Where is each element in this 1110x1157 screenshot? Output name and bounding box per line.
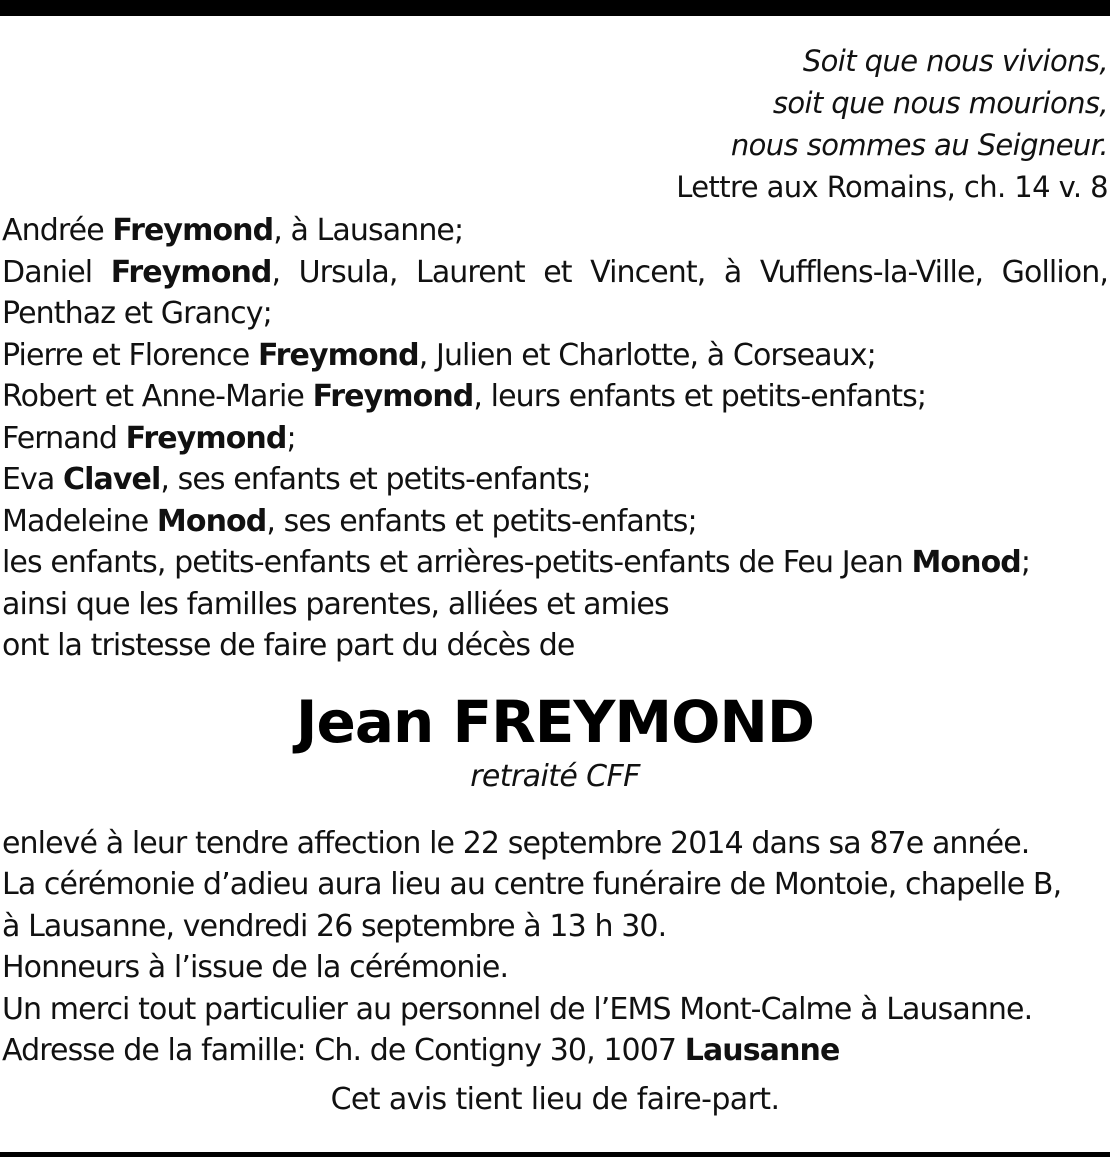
mourner-line: ainsi que les familles parentes, alliées et amies xyxy=(2,586,669,622)
closing-note: Cet avis tient lieu de faire-part. xyxy=(330,1081,780,1117)
obituary-notice xyxy=(2,40,1108,1120)
family-address-line: Adresse de la famille: Ch. de Contigny 30, 1007 Lausanne xyxy=(2,1033,840,1068)
mourner-line: les enfants, petits-enfants et arrières-petits-enfants de Feu Jean Monod; xyxy=(2,545,1031,580)
mourner-line: Eva Clavel, ses enfants et petits-enfants; xyxy=(2,462,591,497)
mourners-list xyxy=(2,210,1108,667)
mourner-line: Pierre et Florence Freymond, Julien et Charlotte, à Corseaux; xyxy=(2,337,876,373)
mourner-line: Daniel Freymond, Ursula, Laurent et Vincent, à Vufflens-la-Ville, Gollion, xyxy=(2,254,1108,290)
detail-line: Honneurs à l’issue de la cérémonie. xyxy=(2,950,509,985)
mourner-line: Robert et Anne-Marie Freymond, leurs enfants et petits-enfants; xyxy=(2,379,927,414)
deceased-occupation: retraité CFF xyxy=(470,758,640,794)
detail-line: Un merci tout particulier au personnel de l’EMS Mont-Calme à Lausanne. xyxy=(2,991,1033,1027)
mourner-line: Penthaz et Grancy; xyxy=(2,296,272,331)
bottom-border-rule xyxy=(0,1152,1110,1157)
epigraph-line: nous sommes au Seigneur. xyxy=(730,128,1108,162)
epigraph-line: Soit que nous vivions, xyxy=(802,44,1108,78)
top-border-rule xyxy=(0,0,1110,16)
detail-line: enlevé à leur tendre affection le 22 septembre 2014 dans sa 87e année. xyxy=(2,825,1030,861)
epigraph-reference: Lettre aux Romains, ch. 14 v. 8 xyxy=(676,170,1108,204)
mourner-line: Andrée Freymond, à Lausanne; xyxy=(2,213,464,248)
detail-line: La cérémonie d’adieu aura lieu au centre funéraire de Montoie, chapelle B, xyxy=(2,867,1062,902)
mourner-line: Madeleine Monod, ses enfants et petits-enfants; xyxy=(2,503,697,539)
funeral-details xyxy=(2,823,1108,1072)
detail-line: à Lausanne, vendredi 26 septembre à 13 h 30. xyxy=(2,908,667,944)
mourner-line: ont la tristesse de faire part du décès de xyxy=(2,628,575,663)
deceased-name: Jean FREYMOND xyxy=(295,687,815,756)
epigraph-line: soit que nous mourions, xyxy=(772,86,1108,120)
mourner-line: Fernand Freymond; xyxy=(2,420,296,456)
epigraph xyxy=(2,40,1108,208)
